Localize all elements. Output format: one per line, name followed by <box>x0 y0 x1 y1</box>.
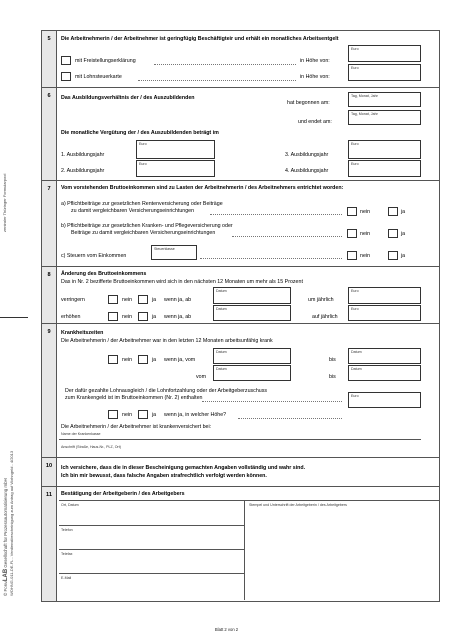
ja-label: ja <box>152 314 157 320</box>
lohnausgleich-line-1: Der dafür gezahlte Lohnausgleich / die Lohnfortzahlung oder der Arbeitgeberzuschuss <box>65 388 268 394</box>
begun-label: hat begonnen am: <box>287 100 330 106</box>
end-date-field[interactable]: Tag, Monat, Jahr <box>348 110 421 125</box>
dotted-line <box>200 258 342 259</box>
versichert-label: Die Arbeitnehmerin / der Arbeitnehmer ist krankenversichert bei: <box>61 424 212 430</box>
item-c-ja-checkbox[interactable] <box>388 251 398 260</box>
dotted-line <box>238 418 342 419</box>
section-9 <box>42 324 439 458</box>
monthly-pay-heading: Die monatliche Vergütung der / des Auszubildenden beträgt im <box>61 130 219 136</box>
section-10 <box>42 458 439 487</box>
item-c-nein-checkbox[interactable] <box>347 251 357 260</box>
dotted-line <box>154 64 296 65</box>
item-a-line-2: zu damit vergleichbaren Versicherungseinrichtungen <box>71 208 195 214</box>
krank-to-date-2[interactable]: Datum <box>348 365 421 381</box>
section-11-title: Bestätigung der Arbeitgeberin / des Arbeitgebers <box>61 491 185 497</box>
wenn-ja-ab-label: wenn ja, ab <box>164 297 192 303</box>
nein-label: nein <box>360 231 371 237</box>
wenn-ja-ab-label: wenn ja, ab <box>164 314 192 320</box>
year-1-amount-field[interactable]: Euro <box>136 140 215 159</box>
auf-jaehrlich-label: auf jährlich <box>312 314 338 320</box>
verringern-date-field[interactable]: Datum <box>213 287 291 304</box>
ja-label: ja <box>152 412 157 418</box>
krank-nein-checkbox[interactable] <box>108 355 118 364</box>
dotted-line <box>202 401 342 402</box>
lohnausgleich-line-2: zum Krankengeld ist im Bruttoeinkommen (Nr. 2) enthalten <box>65 395 203 401</box>
lohnausgleich-amount-field[interactable]: Euro <box>348 392 421 408</box>
declaration-line-2: Ich bin mir bewusst, dass falsche Angaben strafrechtlich verfolgt werden können. <box>61 473 267 479</box>
verringern-amount-field[interactable]: Euro <box>348 287 421 304</box>
section-5 <box>42 31 439 88</box>
dotted-line <box>232 236 342 237</box>
ort-datum-field[interactable]: Ort, Datum <box>59 501 244 526</box>
nein-label: nein <box>122 297 133 303</box>
anschrift-field[interactable]: Anschrift (Straße, Haus-Nr., PLZ, Ort) <box>59 443 421 455</box>
lohn-ja-checkbox[interactable] <box>138 410 148 419</box>
ja-label: ja <box>401 231 406 237</box>
begin-date-field[interactable]: Tag, Monat, Jahr <box>348 92 421 107</box>
nein-label: nein <box>122 357 133 363</box>
side-note-form-code: WOHNG-011-DE-FL - Verdienstbescheinigung zum Antrag auf Wohngeld - 4/2013 <box>9 450 14 596</box>
erhoehen-amount-field[interactable]: Euro <box>348 305 421 321</box>
section-number: 6 <box>42 88 57 180</box>
section-9-title: Krankheitszeiten <box>61 330 104 336</box>
section-number: 5 <box>42 31 57 87</box>
section-6-title: Das Ausbildungsverhältnis der / des Auszubildenden <box>61 95 195 101</box>
ja-label: ja <box>152 357 157 363</box>
krank-from-date-1[interactable]: Datum <box>213 348 291 364</box>
amount-label: in Höhe von: <box>300 74 330 80</box>
nein-label: nein <box>360 253 371 259</box>
side-note-company: © FORMLAB Gesellschaft für Prozessautomatisierung mbH <box>3 478 9 596</box>
item-b-ja-checkbox[interactable] <box>388 229 398 238</box>
section-5-title: Die Arbeitnehmerin / der Arbeitnehmer ist geringfügig Beschäftigteir und erhält ein monatliches Arbeitsentgelt <box>61 36 339 42</box>
ja-label: ja <box>152 297 157 303</box>
welcher-hoehe-label: wenn ja, in welcher Höhe? <box>164 412 227 418</box>
um-jaehrlich-label: um jährlich <box>308 297 334 303</box>
side-note-formularpool: zentraler Thüringer Formularpool <box>2 173 7 232</box>
telefon-field[interactable]: Telefon <box>59 526 244 550</box>
year-2-amount-field[interactable]: Euro <box>136 160 215 177</box>
item-a-nein-checkbox[interactable] <box>347 207 357 216</box>
vom-label: vom <box>196 374 207 380</box>
erhoehen-label: erhöhen <box>61 314 81 320</box>
section-7 <box>42 181 439 267</box>
krankenkasse-field[interactable]: Name der Krankenkasse <box>59 431 421 440</box>
section-number: 9 <box>42 324 57 457</box>
item-c-label: c) Steuern vom Einkommen <box>61 253 127 259</box>
section-7-title: Vom vorstehenden Bruttoeinkommen sind zu Lasten der Arbeitnehmerin / des Arbeitnehmers entrichtet worden: <box>61 185 344 191</box>
lohn-nein-checkbox[interactable] <box>108 410 118 419</box>
ended-label: und endet am: <box>298 119 332 125</box>
erhoehen-ja-checkbox[interactable] <box>138 312 148 321</box>
lohnsteuerkarte-label: mit Lohnsteuerkarte <box>75 74 122 80</box>
item-b-line-1: b) Pflichtbeiträge zur gesetzlichen Kranken- und Pflegeversicherung oder <box>61 223 233 229</box>
verringern-nein-checkbox[interactable] <box>108 295 118 304</box>
bis-label: bis <box>329 357 336 363</box>
year-4-label: 4. Ausbildungsjahr <box>285 168 329 174</box>
erhoehen-nein-checkbox[interactable] <box>108 312 118 321</box>
erhoehen-date-field[interactable]: Datum <box>213 305 291 321</box>
item-b-nein-checkbox[interactable] <box>347 229 357 238</box>
stempel-unterschrift-field[interactable]: Stempel und Unterschrift der Arbeitgeberin / des Arbeitgebers <box>245 500 439 600</box>
section-9-subtitle: Die Arbeitnehmerin / der Arbeitnehmer war in den letzten 12 Monaten arbeitsunfähig krank <box>61 338 273 344</box>
dotted-line <box>210 214 342 215</box>
ja-label: ja <box>401 253 406 259</box>
employer-contact-block <box>59 500 245 600</box>
section-8-subtitle: Das in Nr. 2 bezifferte Bruttoeinkommen wird sich in den nächsten 12 Monaten um mehr als 15 Prozent <box>61 279 303 285</box>
lohnsteuerkarte-checkbox[interactable] <box>61 72 71 81</box>
bis-label: bis <box>329 374 336 380</box>
year-3-amount-field[interactable]: Euro <box>348 140 421 159</box>
section-8-title: Änderung des Bruttoeinkommens <box>61 271 147 277</box>
section-number: 11 <box>42 487 57 601</box>
section-number: 7 <box>42 181 57 266</box>
nein-label: nein <box>122 412 133 418</box>
section-6 <box>42 88 439 181</box>
dotted-line <box>138 80 296 81</box>
year-2-label: 2. Ausbildungsjahr <box>61 168 105 174</box>
item-a-ja-checkbox[interactable] <box>388 207 398 216</box>
freistellung-amount-field[interactable]: Euro <box>348 45 421 62</box>
item-b-line-2: Beiträge zu damit vergleichbaren Versicherungseinrichtungen <box>71 230 216 236</box>
verringern-ja-checkbox[interactable] <box>138 295 148 304</box>
section-number: 8 <box>42 267 57 323</box>
page-footer: Blatt 2 von 2 <box>214 627 239 632</box>
verringern-label: verringern <box>61 297 85 303</box>
declaration-line-1: Ich versichere, dass die in dieser Bescheinigung gemachten Angaben vollständig und wahr sind. <box>61 465 306 471</box>
freistellung-label: mit Freistellungserklärung <box>75 58 136 64</box>
amount-label: in Höhe von: <box>300 58 330 64</box>
freistellung-checkbox[interactable] <box>61 56 71 65</box>
email-field[interactable]: E-Mail <box>61 576 72 580</box>
krank-from-date-2[interactable]: Datum <box>213 365 291 381</box>
krank-to-date-1[interactable]: Datum <box>348 348 421 364</box>
year-1-label: 1. Ausbildungsjahr <box>61 152 105 158</box>
year-3-label: 3. Ausbildungsjahr <box>285 152 329 158</box>
section-11 <box>42 487 439 601</box>
nein-label: nein <box>122 314 133 320</box>
wenn-ja-vom-label: wenn ja, vom <box>164 357 196 363</box>
section-8 <box>42 267 439 324</box>
section-number: 10 <box>42 458 57 486</box>
fold-mark <box>0 317 28 318</box>
lohnsteuerkarte-amount-field[interactable]: Euro <box>348 64 421 81</box>
item-a-line-1: a) Pflichtbeiträge zur gesetzlichen Rentenversicherung oder Beiträge <box>61 201 223 207</box>
nein-label: nein <box>360 209 371 215</box>
form-frame <box>41 30 440 602</box>
year-4-amount-field[interactable]: Euro <box>348 160 421 177</box>
krank-ja-checkbox[interactable] <box>138 355 148 364</box>
steuerklasse-field[interactable]: Steuerklasse <box>151 245 197 260</box>
telefax-field[interactable]: Telefax <box>59 550 244 574</box>
ja-label: ja <box>401 209 406 215</box>
